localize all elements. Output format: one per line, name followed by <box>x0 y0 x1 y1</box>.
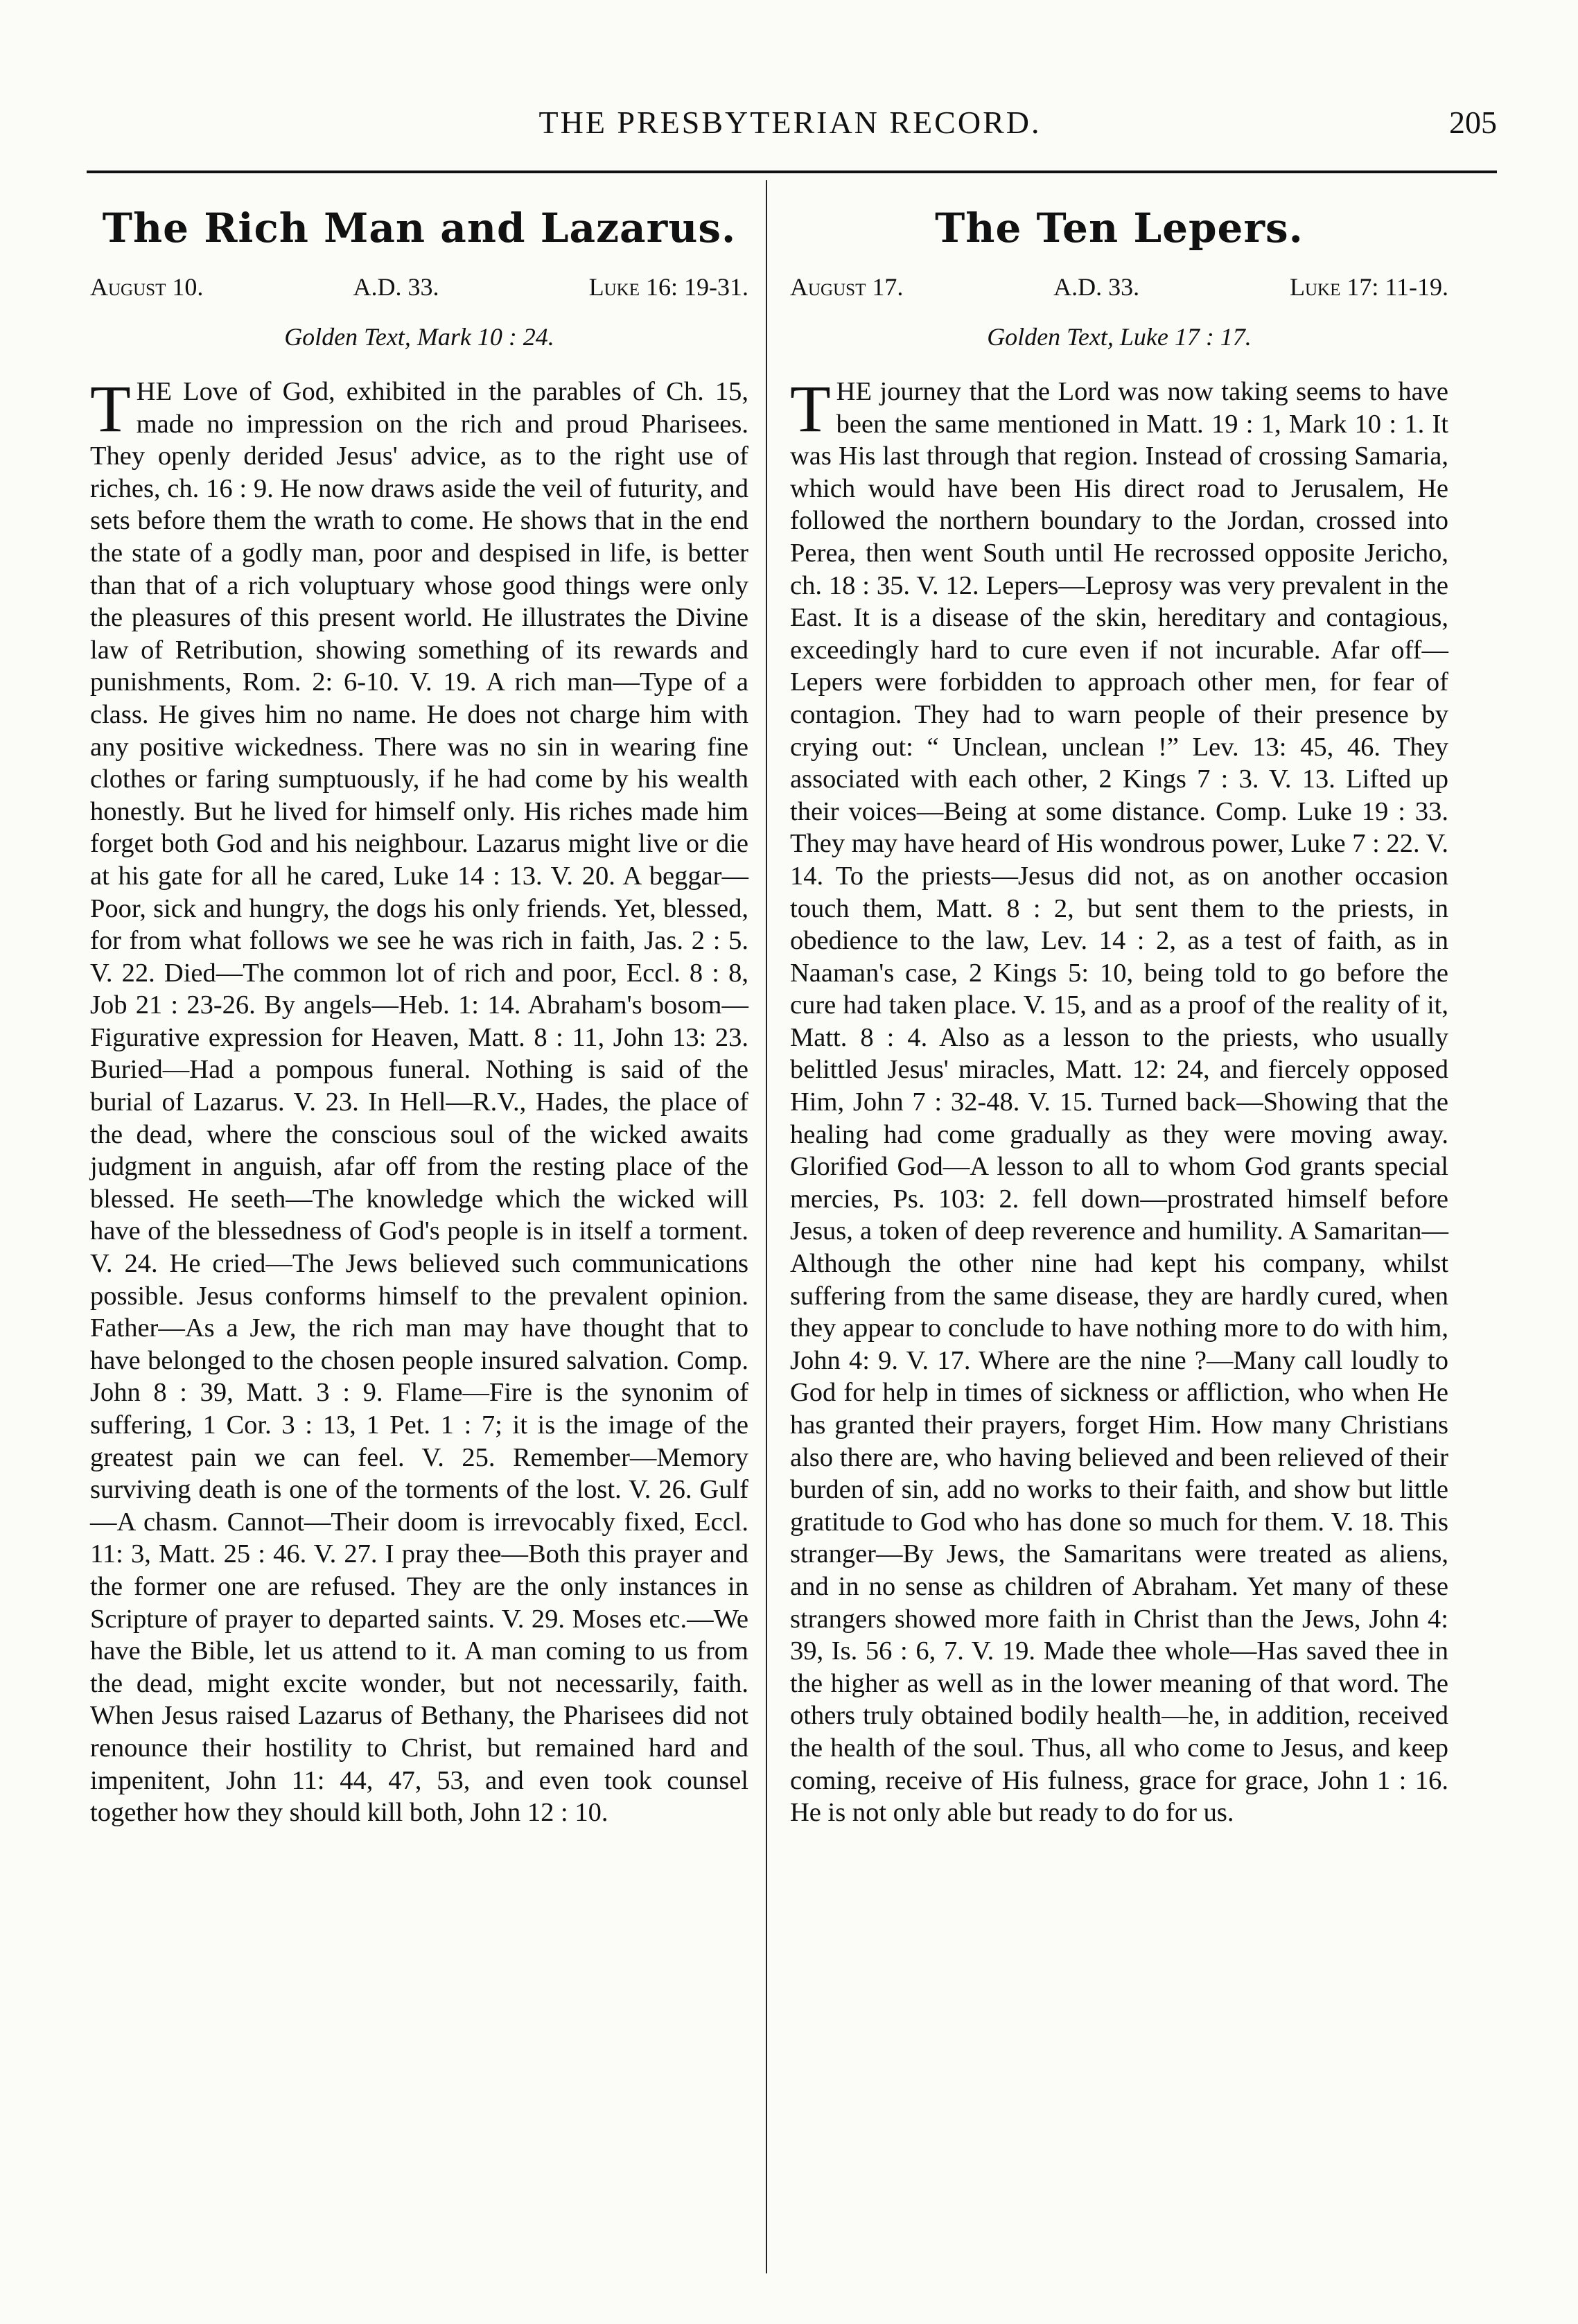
lesson-meta <box>790 272 1448 302</box>
lesson-body-text: HE Love of God, exhibited in the parables of Ch. 15, made no impression on the rich and proud Pharisees. They openly derided Jesus' advice, as to the right use of riches, ch. 16 : 9. He now draws aside the veil of futurity, and sets before them the wrath to come. He shows that in the end the state of a godly man, poor and despised in life, is better than that of a rich voluptuary whose good things were only the pleasures of this present world. He illustrates the Divine law of Retribution, showing something of its rewards and punishments, Rom. 2: 6-10. V. 19. A rich man—Type of a class. He gives him no name. He does not charge him with any positive wickedness. There was no sin in wearing fine clothes or faring sumptuously, if he had come by his wealth honestly. But he lived for himself only. His riches made him forget both God and his neighbour. Lazarus might live or die at his gate for all he cared, Luke 14 : 13. V. 20. A beggar—Poor, sick and hungry, the dogs his only friends. Yet, blessed, for from what follows we see he was rich in faith, Jas. 2 : 5. V. 22. Died—The common lot of rich and poor, Eccl. 8 : 8, Job 21 : 23-26. By angels—Heb. 1: 14. Abraham's bosom—Figurative expression for Heaven, Matt. 8 : 11, John 13: 23. Buried—Had a pompous funeral. Nothing is said of the burial of Lazarus. V. 23. In Hell—R.V., Hades, the place of the dead, where the conscious soul of the wicked awaits judgment in anguish, afar off from the resting place of the blessed. He seeth—The knowledge which the wicked will have of the blessedness of God's people is in itself a torment. V. 24. He cried—The Jews believed such communications possible. Jesus conforms himself to the prevalent opinion. Father—As a Jew, the rich man may have thought that to have belonged to the chosen people insured salvation. Comp. John 8 : 39, Matt. 3 : 9. Flame—Fire is the synonim of suffering, 1 Cor. 3 : 13, 1 Pet. 1 : 7; it is the image of the greatest pain we can feel. V. 25. Remember—Memory surviving death is one of the torments of the lost. V. 26. Gulf—A chasm. Cannot—Their doom is irrevocably fixed, Eccl. 11: 3, Matt. 25 : 46. V. 27. I pray thee—Both this prayer and the former one are refused. They are the only instances in Scripture of prayer to departed saints. V. 29. Moses etc.—We have the Bible, let us attend to it. A man coming to us from the dead, might excite wonder, but not necessarily, faith. When Jesus raised Lazarus of Bethany, the Pharisees did not renounce their hostility to Christ, but remained hard and impenitent, John 11: 44, 47, 53, and even took counsel together how they should kill both, John 12 : 10. <box>90 377 748 1828</box>
header-rule <box>87 171 1497 173</box>
page-number: 205 <box>1449 105 1497 140</box>
lesson-body <box>90 372 748 1829</box>
golden-text: Golden Text, Mark 10 : 24. <box>284 323 554 351</box>
running-head <box>83 104 1497 146</box>
golden-text: Golden Text, Luke 17 : 17. <box>987 323 1252 351</box>
lesson-column-left <box>90 198 748 1829</box>
lesson-title: The Ten Lepers. <box>935 204 1304 252</box>
lesson-title: The Rich Man and Lazarus. <box>102 204 737 252</box>
lesson-body <box>790 372 1448 1829</box>
lesson-date: August 10. <box>90 273 204 301</box>
lesson-meta <box>90 272 748 302</box>
drop-cap: T <box>790 372 831 446</box>
lesson-date: August 17. <box>790 273 904 301</box>
lesson-reference: Luke 17: 11-19. <box>1289 273 1448 301</box>
lesson-year: A.D. 33. <box>353 273 439 301</box>
column-divider <box>766 180 767 2273</box>
lesson-column-right <box>790 198 1448 1829</box>
lesson-body-text: HE journey that the Lord was now taking seems to have been the same mentioned in Matt. 19 : 1, Mark 10 : 1. It was His last through that region. Instead of crossing Samaria, which would have been His direct road to Jerusalem, He followed the northern boundary to the Jordan, crossed into Perea, then went South until He recrossed opposite Jericho, ch. 18 : 35. V. 12. Lepers—Leprosy was very prevalent in the East. It is a disease of the skin, hereditary and contagious, exceedingly hard to cure even if not incurable. Afar off—Lepers were forbidden to approach other men, for fear of contagion. They had to warn people of their presence by crying out: “ Unclean, unclean !” Lev. 13: 45, 46. They associated with each other, 2 Kings 7 : 3. V. 13. Lifted up their voices—Being at some distance. Comp. Luke 19 : 33. They may have heard of His wondrous power, Luke 7 : 22. V. 14. To the priests—Jesus did not, as on another occasion touch them, Matt. 8 : 2, but sent them to the priests, in obedience to the law, Lev. 14 : 2, as a test of faith, as in Naaman's case, 2 Kings 5: 10, being told to go before the cure had taken place. V. 15, and as a proof of the reality of it, Matt. 8 : 4. Also as a lesson to the priests, who usually belittled Jesus' miracles, Matt. 12: 24, and fiercely opposed Him, John 7 : 32-48. V. 15. Turned back—Showing that the healing had come gradually as they were moving away. Glorified God—A lesson to all to whom God grants special mercies, Ps. 103: 2. fell down—prostrated himself before Jesus, a token of deep reverence and humility. A Samaritan—Although the other nine had kept his company, whilst suffering from the same disease, they are hardly cured, when they appear to conclude to have nothing more to do with him, John 4: 9. V. 17. Where are the nine ?—Many call loudly to God for help in times of sickness or affliction, who when He has granted their prayers, forget Him. How many Christians also there are, who having believed and been relieved of their burden of sin, add no works to their faith, and show but little gratitude to God who has done so much for them. V. 18. This stranger—By Jews, the Samaritans were treated as aliens, and in no sense as children of Abraham. Yet many of these strangers showed more faith in Christ than the Jews, John 4: 39, Is. 56 : 6, 7. V. 19. Made thee whole—Has saved thee in the higher as well as in the lower meaning of that word. The others truly obtained bodily health—he, in addition, received the health of the soul. Thus, all who come to Jesus, and keep coming, receive of His fulness, grace for grace, John 1 : 16. He is not only able but ready to do for us. <box>790 377 1448 1828</box>
running-title: THE PRESBYTERIAN RECORD. <box>538 105 1042 140</box>
lesson-year: A.D. 33. <box>1053 273 1140 301</box>
drop-cap: T <box>90 372 131 446</box>
lesson-reference: Luke 16: 19-31. <box>588 273 748 301</box>
